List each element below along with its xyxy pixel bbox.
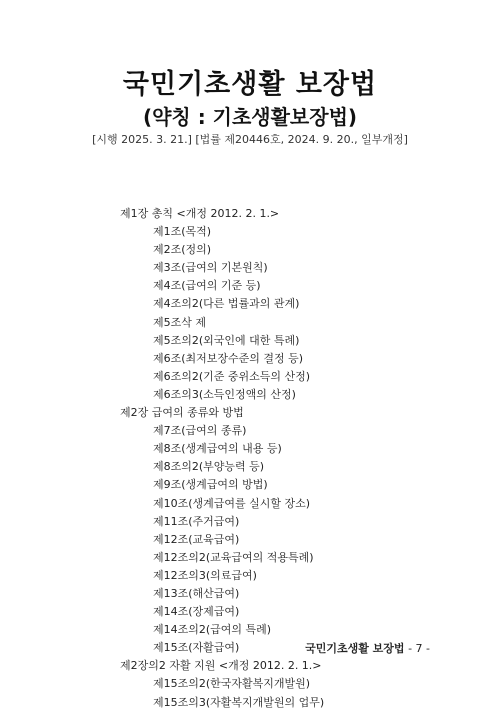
toc-article: 제12조의2(교육급여의 적용특례) (153, 550, 314, 564)
toc-article: 제6조의2(기준 중위소득의 산정) (153, 369, 311, 383)
toc-article: 제14조(장제급여) (153, 605, 240, 619)
toc-article: 제14조의2(급여의 특례) (153, 623, 272, 637)
toc-article: 제7조(급여의 종류) (153, 424, 247, 438)
toc-article: 제12조의3(의료급여) (153, 568, 257, 582)
law-title: 국민기초생활 보장법 (122, 69, 378, 100)
toc-article: 제4조(급여의 기준 등) (153, 279, 261, 293)
toc-article: 제5조의2(외국인에 대한 특례) (153, 333, 300, 347)
footer-law-name: 국민기초생활 보장법 (305, 642, 405, 655)
toc-chapter: 제2장 급여의 종류와 방법 (120, 406, 244, 420)
toc-chapter: 제1장 총칙 <개정 2012. 2. 1.> (120, 207, 280, 220)
toc-article: 제15조의3(자활복지개발원의 업무) (153, 695, 325, 709)
law-short-title: (약칭 : 기초생활보장법) (142, 105, 358, 129)
table-of-contents (120, 205, 324, 712)
toc-article: 제13조(해산급여) (153, 586, 240, 600)
toc-article: 제8조(생계급여의 내용 등) (153, 442, 282, 456)
toc-article: 제6조의3(소득인정액의 산정) (153, 387, 296, 401)
page-footer (305, 640, 430, 656)
toc-article: 제1조(목적) (153, 225, 212, 239)
toc-article: 제10조(생계급여를 실시할 장소) (153, 496, 311, 510)
toc-article: 제6조(최저보장수준의 결정 등) (153, 351, 304, 365)
toc-article: 제15조(자활급여) (153, 641, 240, 655)
enforcement-info: [시행 2025. 3. 21.] [법률 제20446호, 2024. 9. 20., 일부개정] (92, 133, 408, 146)
toc-article: 제9조(생계급여의 방법) (153, 478, 268, 492)
page-number: - 7 - (408, 642, 430, 655)
toc-article: 제8조의2(부양능력 등) (153, 460, 265, 474)
toc-chapter: 제2장의2 자활 지원 <개정 2012. 2. 1.> (120, 659, 322, 673)
toc-article: 제2조(정의) (153, 243, 212, 257)
toc-article: 제5조삭 제 (153, 315, 206, 329)
toc-article: 제12조(교육급여) (153, 532, 240, 546)
toc-article: 제3조(급여의 기본원칙) (153, 261, 268, 275)
toc-article: 제15조의2(한국자활복지개발원) (153, 677, 311, 691)
toc-article: 제11조(주거급여) (153, 514, 240, 528)
toc-article: 제4조의2(다른 법률과의 관계) (153, 297, 300, 311)
